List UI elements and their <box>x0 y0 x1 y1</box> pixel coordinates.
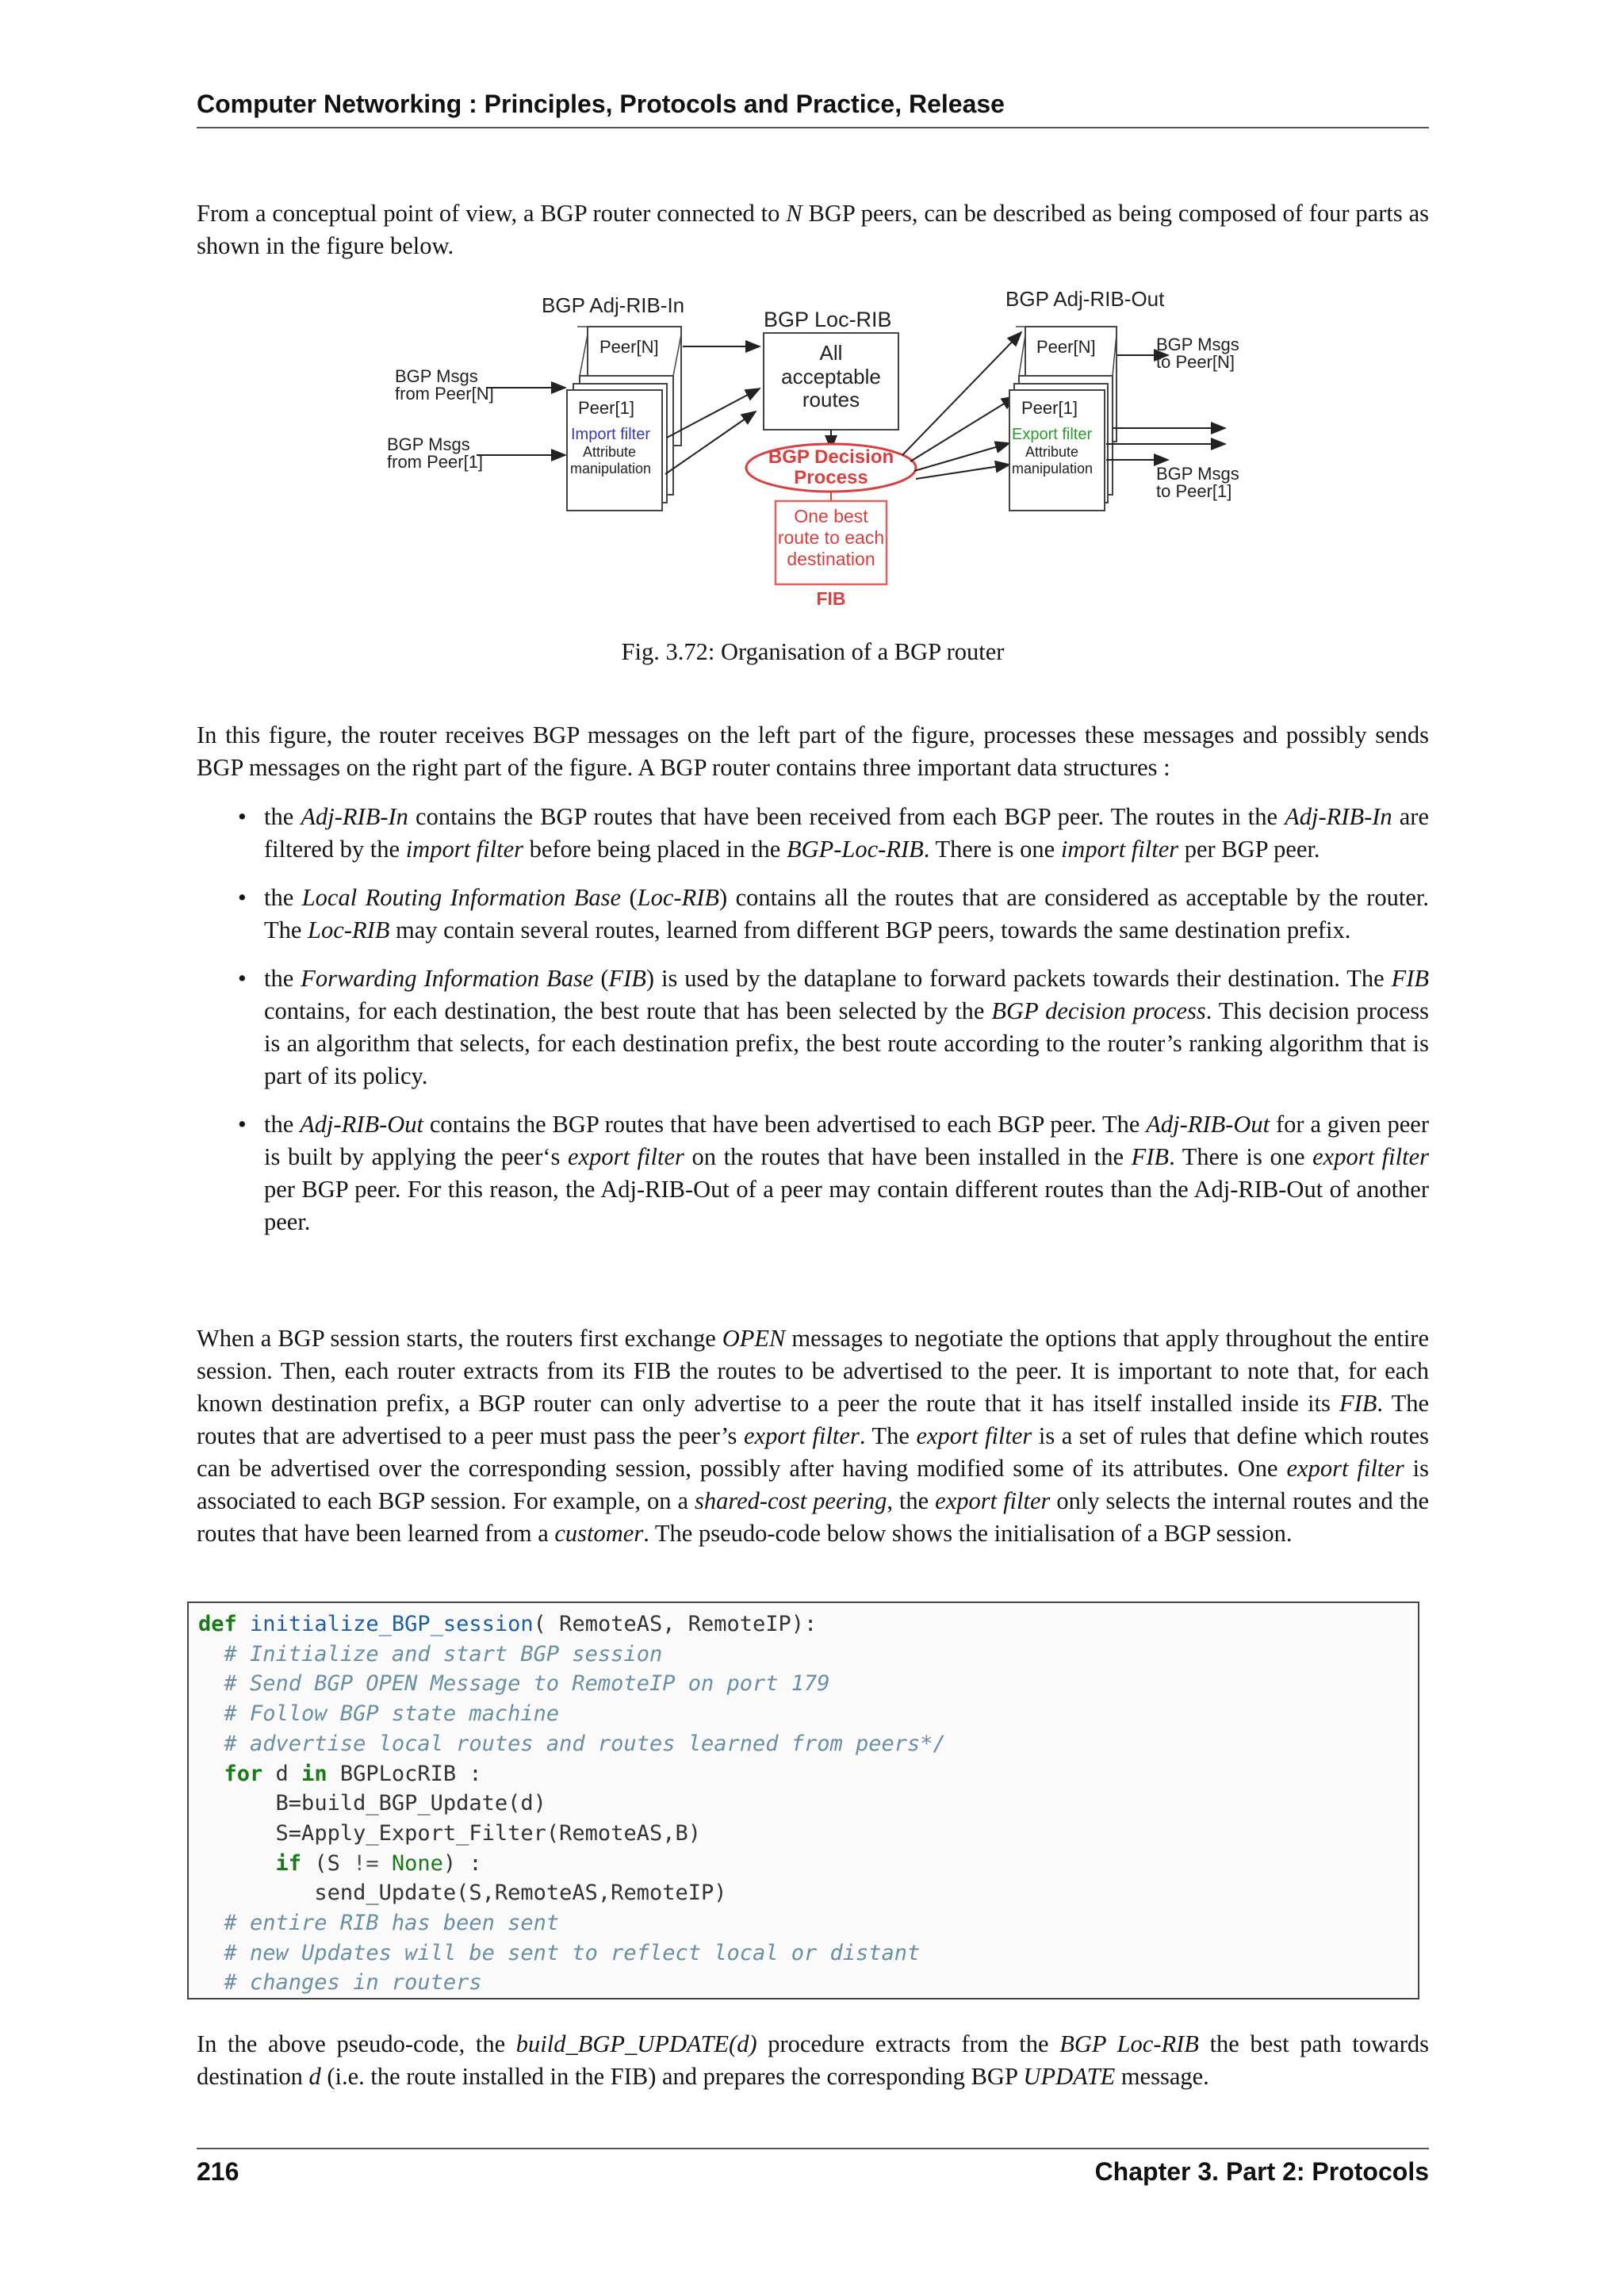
list-item-fib <box>197 962 1429 1093</box>
msgs-from-peer-n-line2: from Peer[N] <box>395 384 494 404</box>
out-attribute-label: Attribute <box>1025 444 1079 460</box>
code-comment: # entire RIB has been sent <box>224 1911 560 1936</box>
code-comment: # Initialize and start BGP session <box>224 1641 663 1667</box>
msgs-from-peer-1-line2: from Peer[1] <box>387 452 484 472</box>
emphasis: N <box>786 200 802 227</box>
emphasis: build_BGP_UPDATE(d) <box>515 2030 757 2057</box>
text: messages to negotiate the options that apply throughout the entire session. Then, each router extracts from its FIB the routes to be advertised to the peer. It is important to note that, for each known destination prefix, a BGP router can only advertise to a peer the route that it has itself installed inside its <box>197 1325 1429 1417</box>
text: procedure extracts from the <box>756 2030 1060 2057</box>
code-text: B=build_BGP_Update(d) <box>275 1791 546 1816</box>
emphasis: Local Routing Information Base <box>301 884 622 911</box>
text: the <box>264 965 301 992</box>
code-text: ) : <box>442 1850 482 1876</box>
session-start-paragraph <box>197 1322 1429 1550</box>
emphasis: Adj-RIB-In <box>301 803 408 830</box>
emphasis: BGP Loc-RIB <box>1059 2030 1199 2057</box>
text: contains the BGP routes that have been received from each BGP peer. The routes in the <box>408 803 1285 830</box>
emphasis: export filter <box>935 1487 1051 1514</box>
text: ) is used by the dataplane to forward packets towards their destination. The <box>645 965 1392 992</box>
emphasis: FIB <box>608 965 646 992</box>
adj-rib-in-title: BGP Adj-RIB-In <box>542 293 685 317</box>
out-peer-1-label: Peer[1] <box>1021 398 1078 418</box>
best-label-line2: route to each <box>777 527 885 548</box>
emphasis: export filter <box>1286 1455 1404 1482</box>
code-text: send_Update(S,RemoteAS,RemoteIP) <box>314 1881 727 1906</box>
list-item-adj-rib-out <box>197 1108 1429 1238</box>
msgs-to-peer-1-line1: BGP Msgs <box>1156 464 1239 484</box>
code-comment: # advertise local routes and routes learned from peers*/ <box>224 1731 946 1756</box>
data-structures-list <box>197 801 1429 1254</box>
best-label-line3: destination <box>787 549 875 569</box>
emphasis: customer <box>554 1520 644 1547</box>
text: is a set of rules that define which routes can be advertised over the corresponding session, possibly after having modified some of its attributes. One <box>197 1422 1429 1482</box>
export-filter-label: Export filter <box>1012 426 1093 443</box>
footer-rule <box>197 2148 1429 2149</box>
out-manipulation-label: manipulation <box>1012 461 1094 476</box>
emphasis: export filter <box>568 1143 684 1170</box>
adj-rib-out-stack <box>1009 327 1116 511</box>
text: per BGP peer. <box>1178 836 1320 863</box>
fib-label: FIB <box>816 588 846 609</box>
code-keyword: for <box>224 1761 263 1786</box>
routes-label: routes <box>802 388 860 411</box>
text: on the routes that have been installed in the <box>684 1143 1132 1170</box>
emphasis: Forwarding Information Base <box>301 965 594 992</box>
code-comment: # changes in routers <box>224 1970 482 1996</box>
code-comment: # Send BGP OPEN Message to RemoteIP on port 179 <box>224 1671 830 1697</box>
text: only selects the internal routes and the routes that have been learned from a <box>197 1487 1429 1547</box>
text: , the <box>887 1487 936 1514</box>
adj-rib-in-stack <box>567 327 681 511</box>
decision-label-line1: BGP Decision <box>768 446 894 468</box>
code-block <box>187 1601 1419 1999</box>
decision-to-out-arrow <box>902 332 1021 455</box>
bgp-router-diagram <box>375 287 1263 612</box>
chapter-footer: Chapter 3. Part 2: Protocols <box>1094 2157 1429 2186</box>
code-text: (S <box>301 1850 354 1876</box>
text: (i.e. the route installed in the FIB) and prepares the corresponding BGP <box>320 2063 1024 2090</box>
text: From a conceptual point of view, a BGP router connected to <box>197 200 787 227</box>
msgs-from-peer-1-line1: BGP Msgs <box>387 434 470 454</box>
emphasis: export filter <box>1312 1143 1429 1170</box>
bullet: • <box>238 965 247 992</box>
peer-1-label: Peer[1] <box>578 398 634 418</box>
text: is associated to each BGP session. For example, on a <box>197 1455 1429 1514</box>
page-number: 216 <box>197 2157 239 2186</box>
emphasis: d <box>308 2063 321 2090</box>
code-text: S=Apply_Export_Filter(RemoteAS,B) <box>275 1820 701 1846</box>
emphasis: Loc-RIB <box>308 916 390 943</box>
bullet: • <box>238 1111 247 1138</box>
bullet: • <box>238 884 247 911</box>
text: When a BGP session starts, the routers first exchange <box>197 1325 722 1352</box>
msgs-to-peer-n-line1: BGP Msgs <box>1156 335 1239 354</box>
emphasis: import filter <box>405 836 523 863</box>
emphasis: Adj-RIB-In <box>1285 803 1392 830</box>
code-operator: != <box>353 1850 379 1876</box>
document-page <box>197 0 1429 2296</box>
text: BGP peers, can be described as being composed of four parts as shown in the figure below. <box>197 200 1429 259</box>
text: . There is one <box>923 836 1061 863</box>
code-keyword: if <box>275 1850 302 1876</box>
text: for a given peer is built by applying the peer‘s <box>264 1111 1429 1170</box>
text: the <box>264 1111 301 1138</box>
attribute-label: Attribute <box>583 444 637 460</box>
code-comment: # Follow BGP state machine <box>224 1701 560 1727</box>
list-item-adj-rib-in <box>197 801 1429 866</box>
text: the best path towards destination <box>197 2030 1430 2090</box>
text: contains the BGP routes that have been advertised to each BGP peer. The <box>423 1111 1147 1138</box>
import-filter-label: Import filter <box>571 426 651 443</box>
text: message. <box>1115 2063 1209 2090</box>
emphasis: export filter <box>916 1422 1032 1449</box>
text: . There is one <box>1169 1143 1313 1170</box>
text: may contain several routes, learned from different BGP peers, towards the same destination prefix. <box>389 916 1351 943</box>
text: In the above pseudo-code, the <box>197 2030 516 2057</box>
msgs-to-peer-n-line2: to Peer[N] <box>1156 352 1235 372</box>
decision-to-out-arrow <box>910 396 1016 461</box>
loc-rib-title: BGP Loc-RIB <box>764 308 892 331</box>
emphasis: import filter <box>1060 836 1179 863</box>
emphasis: BGP decision process <box>991 997 1206 1024</box>
text: per BGP peer. For this reason, the Adj-RIB-Out of a peer may contain different routes than the Adj-RIB-Out of another peer. <box>264 1176 1429 1235</box>
emphasis: Adj-RIB-Out <box>1146 1111 1270 1138</box>
emphasis: export filter <box>744 1422 860 1449</box>
text: . This decision process is an algorithm that selects, for each destination prefix, the best route according to the router’s ranking algorithm that is part of its policy. <box>264 997 1429 1089</box>
bgp-router-figure <box>375 287 1263 612</box>
code-builtin: None <box>378 1850 443 1876</box>
list-item-loc-rib <box>197 882 1429 947</box>
code-text: d <box>262 1761 302 1786</box>
peer-n-label: Peer[N] <box>599 337 659 357</box>
text: . The routes that are advertised to a peer must pass the peer’s <box>197 1390 1429 1449</box>
emphasis: FIB <box>1339 1390 1377 1417</box>
text: ) contains all the routes that are considered as acceptable by the router. The <box>264 884 1429 943</box>
emphasis: Adj-RIB-Out <box>300 1111 423 1138</box>
text: ( <box>621 884 638 911</box>
out-peer-n-label: Peer[N] <box>1036 337 1096 357</box>
intro-paragraph <box>197 197 1429 262</box>
emphasis: BGP-Loc-RIB <box>786 836 924 863</box>
figure-caption: Fig. 3.72: Organisation of a BGP router <box>621 638 1005 665</box>
code-keyword: def <box>198 1612 237 1636</box>
code-comment: # new Updates will be sent to reflect local or distant <box>224 1940 921 1965</box>
code-text: ( RemoteAS, RemoteIP): <box>533 1612 818 1636</box>
code-keyword: in <box>301 1761 327 1786</box>
code-text: BGPLocRIB : <box>327 1761 482 1786</box>
bullet: • <box>238 803 247 830</box>
text: . The <box>859 1422 917 1449</box>
code-function-name: initialize_BGP_session <box>250 1612 534 1636</box>
emphasis: shared-cost peering <box>695 1487 887 1514</box>
best-label-line1: One best <box>794 506 868 526</box>
running-header: Computer Networking : Principles, Protocols and Practice, Release <box>197 90 1005 118</box>
decision-label-line2: Process <box>794 467 868 488</box>
msgs-from-peer-n-line1: BGP Msgs <box>395 366 478 386</box>
acceptable-label: acceptable <box>781 365 881 388</box>
text: ( <box>593 965 609 992</box>
all-label: All <box>819 341 843 365</box>
emphasis: OPEN <box>722 1325 786 1352</box>
emphasis: FIB <box>1391 965 1429 992</box>
msgs-to-peer-1-line2: to Peer[1] <box>1156 481 1232 501</box>
text: contains, for each destination, the best route that has been selected by the <box>264 997 992 1024</box>
text: the <box>264 803 301 830</box>
emphasis: UPDATE <box>1023 2063 1116 2090</box>
adj-rib-out-title: BGP Adj-RIB-Out <box>1005 287 1165 311</box>
header-rule <box>197 127 1429 128</box>
text: . The pseudo-code below shows the initialisation of a BGP session. <box>643 1520 1293 1547</box>
manipulation-label: manipulation <box>570 461 652 476</box>
text: before being placed in the <box>523 836 787 863</box>
text: the <box>264 884 302 911</box>
emphasis: FIB <box>1131 1143 1170 1170</box>
text: are filtered by the <box>264 803 1430 863</box>
pseudo-code-explanation-paragraph <box>197 2028 1429 2093</box>
emphasis: Loc-RIB <box>637 884 719 911</box>
figure-explanation-paragraph: In this figure, the router receives BGP messages on the left part of the figure, processes these messages and possibly sends BGP messages on the right part of the figure. A BGP router contains three important data structures : <box>197 721 1429 781</box>
